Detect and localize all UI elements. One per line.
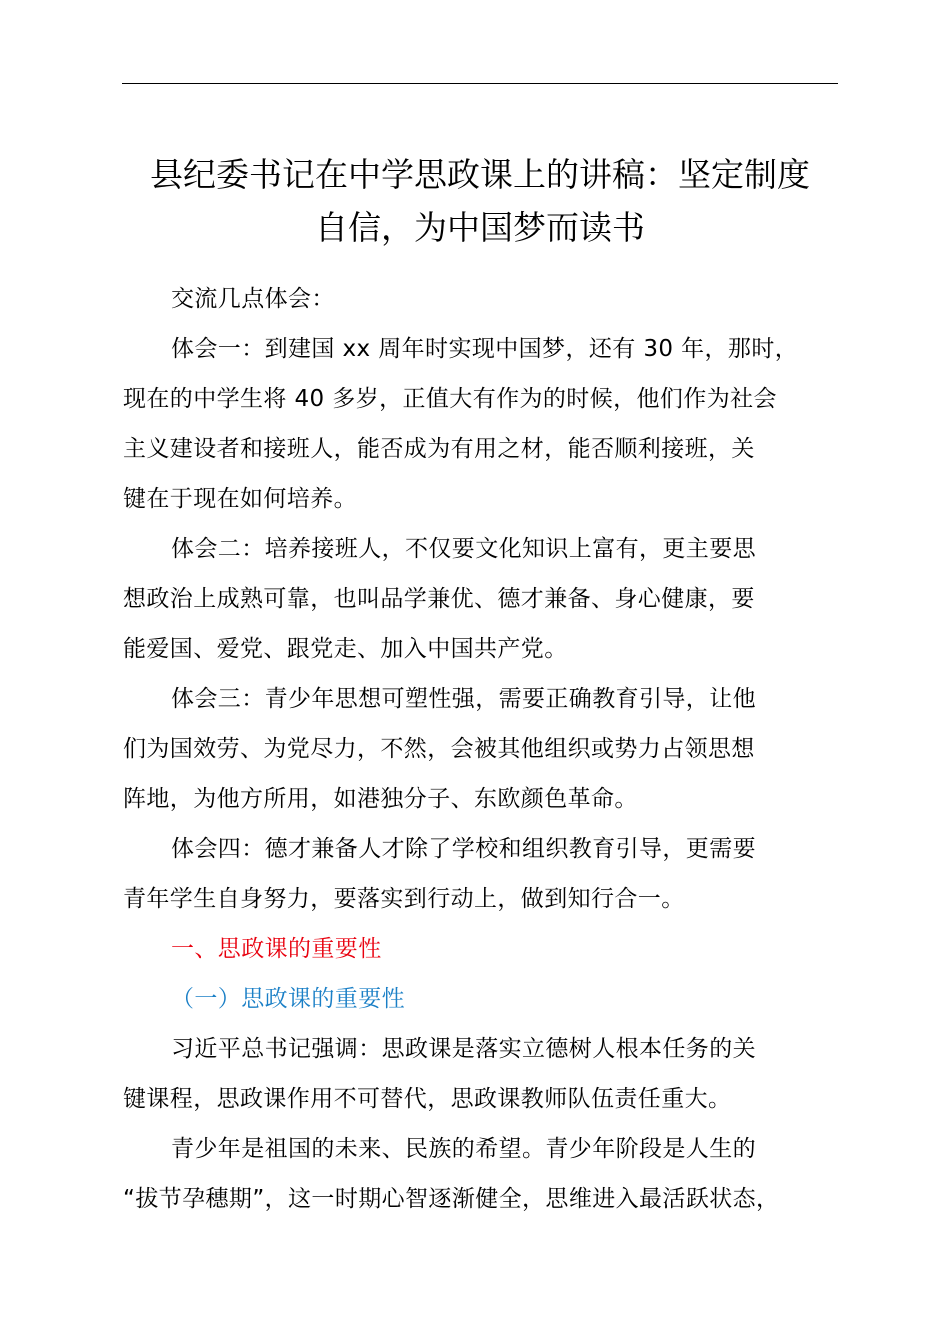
intro-paragraph — [123, 274, 841, 324]
text-line: 主义建设者和接班人，能否成为有用之材，能否顺利接班，关 — [123, 436, 755, 462]
title-line-1: 县纪委书记在中学思政课上的讲稿：坚定制度 — [150, 155, 810, 194]
section-heading-1 — [123, 924, 841, 974]
text-line: 习近平总书记强调：思政课是落实立德树人根本任务的关 — [171, 1036, 756, 1062]
text-line: “拔节孕穗期”，这一时期心智逐渐健全，思维进入最活跃状态， — [123, 1186, 780, 1212]
experience-1-paragraph — [123, 324, 841, 524]
text-line: 体会三：青少年思想可塑性强，需要正确教育引导，让他 — [171, 686, 756, 712]
header-rule — [122, 83, 838, 84]
text-line: 们为国效劳、为党尽力，不然，会被其他组织或势力占领思想 — [123, 736, 755, 762]
title-line-2: 自信，为中国梦而读书 — [315, 208, 645, 247]
document-title — [110, 148, 850, 254]
experience-4-paragraph — [123, 824, 841, 924]
quote-paragraph — [123, 1024, 841, 1124]
experience-3-paragraph — [123, 674, 841, 824]
text-line: 青少年是祖国的未来、民族的希望。青少年阶段是人生的 — [171, 1136, 756, 1162]
text-line: 键在于现在如何培养。 — [123, 486, 357, 512]
document-body — [123, 274, 841, 1224]
text-line: 现在的中学生将 40 多岁，正值大有作为的时候，他们作为社会 — [123, 386, 777, 412]
text-line: 想政治上成熟可靠，也叫品学兼优、德才兼备、身心健康，要 — [123, 586, 755, 612]
text-line: （一）思政课的重要性 — [171, 986, 405, 1012]
text-line: 阵地，为他方所用，如港独分子、东欧颜色革命。 — [123, 786, 638, 812]
text-line: 体会一：到建国 xx 周年时实现中国梦，还有 30 年，那时， — [171, 336, 799, 362]
text-line: 体会四：德才兼备人才除了学校和组织教育引导，更需要 — [171, 836, 756, 862]
youth-paragraph — [123, 1124, 841, 1224]
experience-2-paragraph — [123, 524, 841, 674]
text-line: 一、思政课的重要性 — [171, 936, 382, 962]
text-line: 交流几点体会： — [171, 286, 335, 312]
text-line: 青年学生自身努力，要落实到行动上，做到知行合一。 — [123, 886, 685, 912]
text-line: 体会二：培养接班人，不仅要文化知识上富有，更主要思 — [171, 536, 756, 562]
subsection-heading-1 — [123, 974, 841, 1024]
text-line: 键课程，思政课作用不可替代，思政课教师队伍责任重大。 — [123, 1086, 732, 1112]
text-line: 能爱国、爱党、跟党走、加入中国共产党。 — [123, 636, 568, 662]
